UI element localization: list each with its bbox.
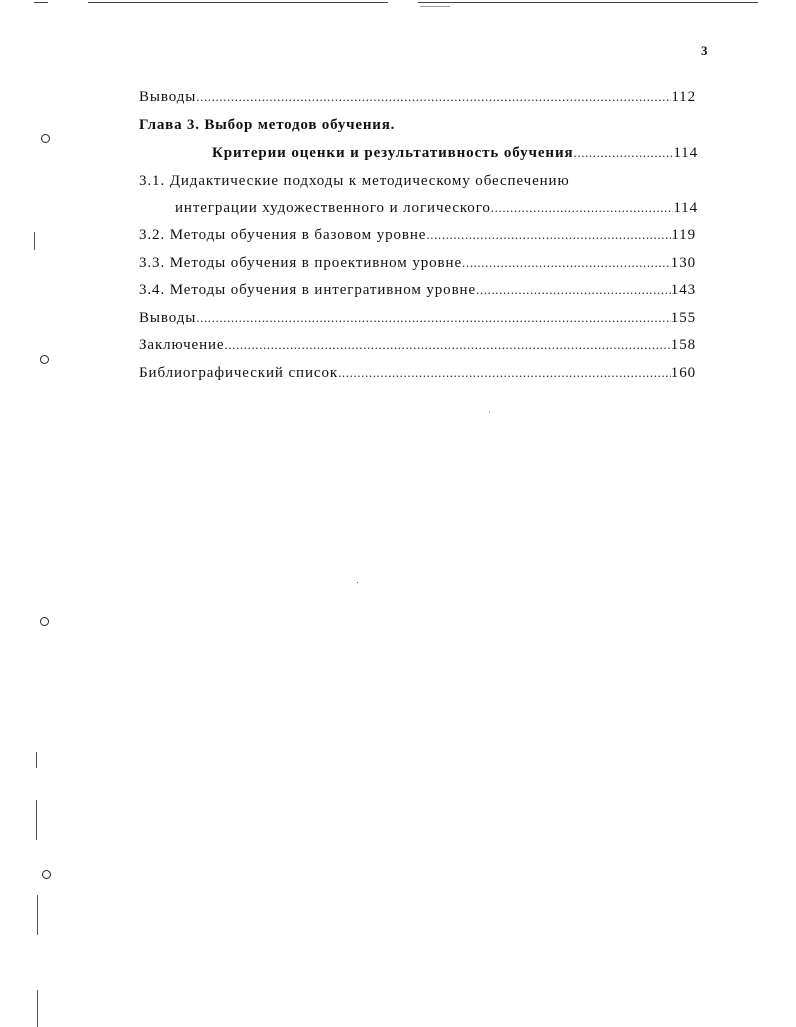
toc-leader-dots xyxy=(225,332,671,358)
toc-entry-label: 3.2. Методы обучения в базовом уровне xyxy=(139,227,427,243)
punch-hole-icon xyxy=(40,617,49,626)
toc-leader-dots xyxy=(196,84,671,110)
chapter-3-title: Глава 3. Выбор методов обучения. xyxy=(139,117,396,133)
toc-entry-label: Выводы xyxy=(139,89,197,105)
toc-entry-label: 3.3. Методы обучения в проективном уровне xyxy=(139,255,463,271)
scan-speck xyxy=(357,582,358,583)
toc-entry-section-3-2 xyxy=(139,222,696,248)
toc-leader-dots xyxy=(426,222,671,248)
toc-entry-page: 130 xyxy=(670,255,696,271)
toc-entry-page: 158 xyxy=(670,337,696,353)
toc-entry-section-3-4 xyxy=(139,277,696,303)
toc-entry-page: 160 xyxy=(670,365,696,381)
punch-hole-icon xyxy=(42,870,51,879)
toc-leader-dots xyxy=(491,195,674,221)
toc-entry-page: 119 xyxy=(671,227,696,243)
page-number: 3 xyxy=(701,43,708,58)
toc-entry-label: Выводы xyxy=(139,310,197,326)
toc-entry-section-3-1-line1 xyxy=(139,168,696,194)
toc-leader-dots xyxy=(476,277,671,303)
scan-speck xyxy=(489,412,490,413)
toc-entry-chapter-3-criteria xyxy=(212,140,698,166)
toc-entry-section-3-3 xyxy=(139,250,696,276)
toc-entry-vyvody-1 xyxy=(139,84,696,110)
toc-entry-page: 112 xyxy=(671,89,696,105)
scan-edge-line xyxy=(418,2,758,3)
toc-entry-vyvody-2 xyxy=(139,305,696,331)
punch-hole-icon xyxy=(41,134,50,143)
toc-entry-label: Критерии оценки и результативность обучения xyxy=(212,145,574,161)
toc-entry-label: Заключение xyxy=(139,337,225,353)
margin-mark xyxy=(37,895,38,935)
toc-entry-page: 143 xyxy=(670,282,696,298)
toc-leader-dots xyxy=(462,250,671,276)
toc-entry-label: интеграции художественного и логического xyxy=(175,200,491,216)
toc-leader-dots xyxy=(574,140,674,166)
margin-mark xyxy=(34,232,35,250)
margin-mark xyxy=(36,752,37,768)
toc-entry-bibliography xyxy=(139,360,696,386)
toc-entry-page: 114 xyxy=(673,200,698,216)
toc-entry-label: 3.4. Методы обучения в интегративном уровне xyxy=(139,282,477,298)
punch-hole-icon xyxy=(40,355,49,364)
toc-entry-page: 155 xyxy=(670,310,696,326)
toc-entry-label: Библиографический список xyxy=(139,365,339,381)
toc-entry-page: 114 xyxy=(673,145,698,161)
toc-entry-section-3-1-line2 xyxy=(175,195,698,221)
margin-mark xyxy=(37,990,38,1027)
scan-edge-line xyxy=(34,2,48,3)
toc-entry-label: 3.1. Дидактические подходы к методическому обеспечению xyxy=(139,173,570,189)
toc-leader-dots xyxy=(196,305,671,331)
scan-edge-line xyxy=(88,2,388,3)
scan-edge-line xyxy=(420,6,450,7)
margin-mark xyxy=(36,800,37,840)
toc-leader-dots xyxy=(338,360,671,386)
toc-entry-conclusion xyxy=(139,332,696,358)
